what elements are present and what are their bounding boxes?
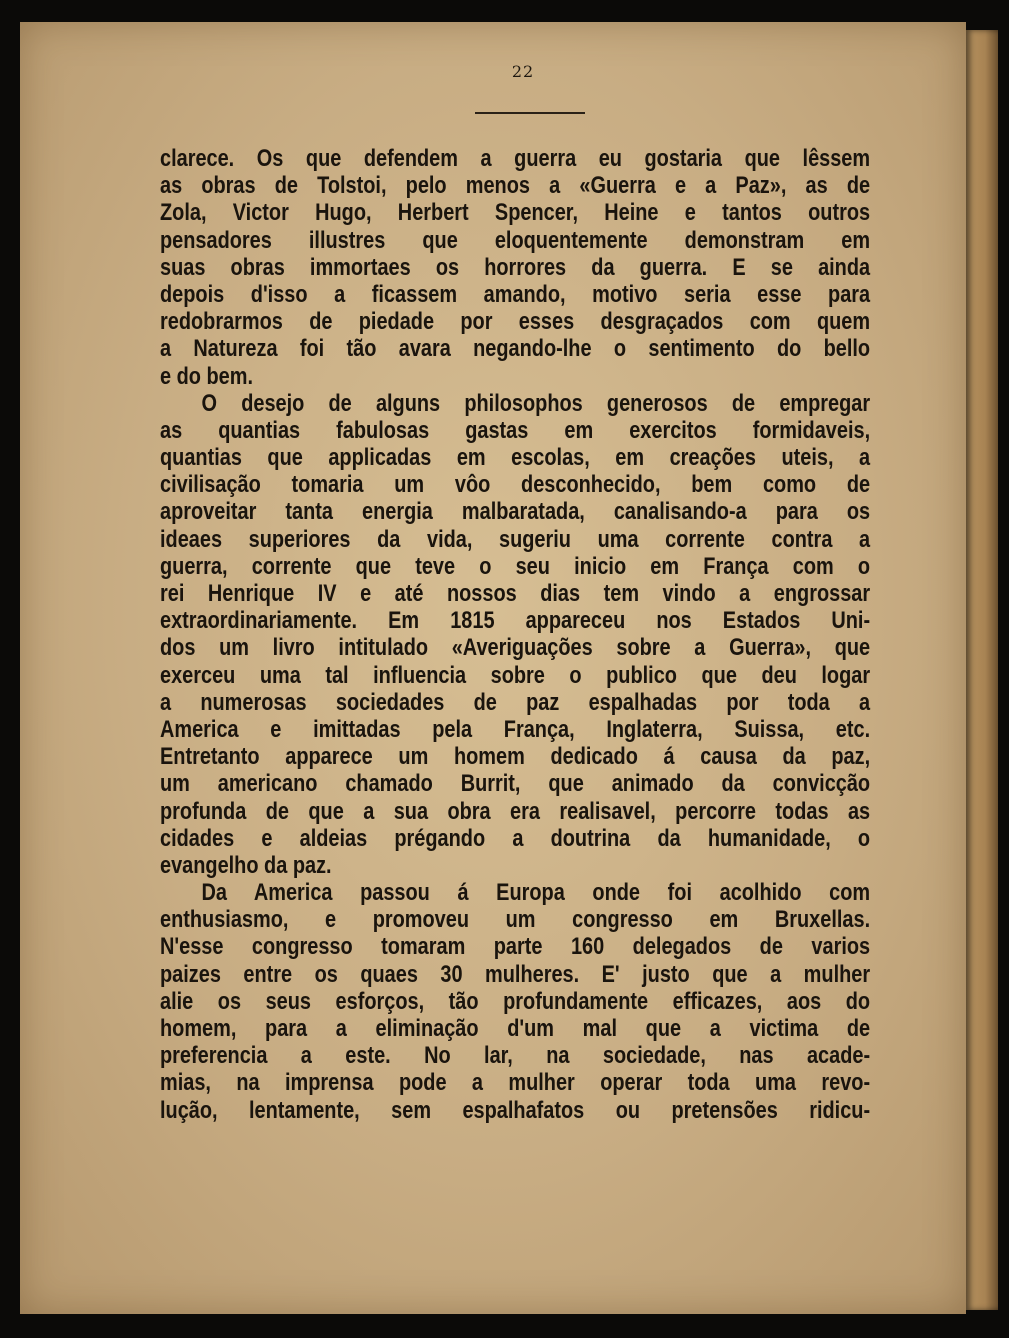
text-line: as quantias fabulosas gastas em exercitos formidaveis, [160,416,871,444]
text-line: enthusiasmo, e promoveu um congresso em Bruxellas. [160,906,871,934]
text-line: mias, na imprensa pode a mulher operar toda uma revo- [160,1069,871,1097]
text-line: as obras de Tolstoi, pelo menos a «Guerra e a Paz», as de [160,172,871,200]
body-text [160,145,870,1124]
text-line: lução, lentamente, sem espalhafatos ou pretensões ridicu- [160,1096,871,1124]
text-line: a numerosas sociedades de paz espalhadas por toda a [160,688,871,716]
text-line: ideaes superiores da vida, sugeriu uma corrente contra a [160,525,871,553]
text-line: profunda de que a sua obra era realisavel, percorre todas as [160,797,871,825]
text-line: rei Henrique IV e até nossos dias tem vindo a engrossar [160,580,871,607]
text-line: depois d'isso a ficassem amando, motivo seria esse para [160,280,871,308]
text-line: preferencia a este. No lar, na sociedade, nas acade- [160,1042,871,1070]
text-line: dos um livro intitulado «Averiguações sobre a Guerra», que [160,634,871,662]
text-line: quantias que applicadas em escolas, em creações uteis, a [160,444,871,472]
text-line: suas obras immortaes os horrores da guerra. E se ainda [160,253,871,281]
text-line: America e imittadas pela França, Inglaterra, Suissa, etc. [160,715,871,743]
text-line: alie os seus esforços, tão profundamente efficazes, aos do [160,987,871,1015]
text-line: N'esse congresso tomaram parte 160 delegados de varios [160,933,871,961]
text-line: um americano chamado Burrit, que animado da convicção [160,770,871,798]
text-line: extraordinariamente. Em 1815 appareceu nos Estados Uni- [160,607,871,635]
text-line: O desejo de alguns philosophos generosos de empregar [201,389,871,417]
text-line: evangelho da paz. [160,851,332,879]
text-line: exerceu uma tal influencia sobre o publico que deu logar [160,661,871,689]
text-line: homem, para a eliminação d'um mal que a victima de [160,1015,871,1042]
page-edge [966,30,998,1310]
header-rule [475,112,585,114]
text-line: clarece. Os que defendem a guerra eu gostaria que lêssem [160,145,871,172]
text-line: redobrarmos de piedade por esses desgraçados com quem [160,308,871,336]
text-line: cidades e aldeias prégando a doutrina da humanidade, o [160,824,871,852]
page-number: 22 [511,62,535,81]
text-line: Zola, Victor Hugo, Herbert Spencer, Heine e tantos outros [160,199,871,227]
text-line: e do bem. [160,362,253,390]
text-line: guerra, corrente que teve o seu inicio em França com o [160,552,871,580]
text-line: aproveitar tanta energia malbaratada, canalisando-a para os [160,498,871,526]
text-line: civilisação tomaria um vôo desconhecido, bem como de [160,471,871,499]
text-line: Da America passou á Europa onde foi acolhido com [201,879,871,907]
text-line: a Natureza foi tão avara negando-lhe o sentimento do bello [160,335,871,363]
text-line: paizes entre os quaes 30 mulheres. E' justo que a mulher [160,960,871,988]
text-line: pensadores illustres que eloquentemente demonstram em [160,226,871,254]
text-line: Entretanto apparece um homem dedicado á causa da paz, [160,743,871,771]
